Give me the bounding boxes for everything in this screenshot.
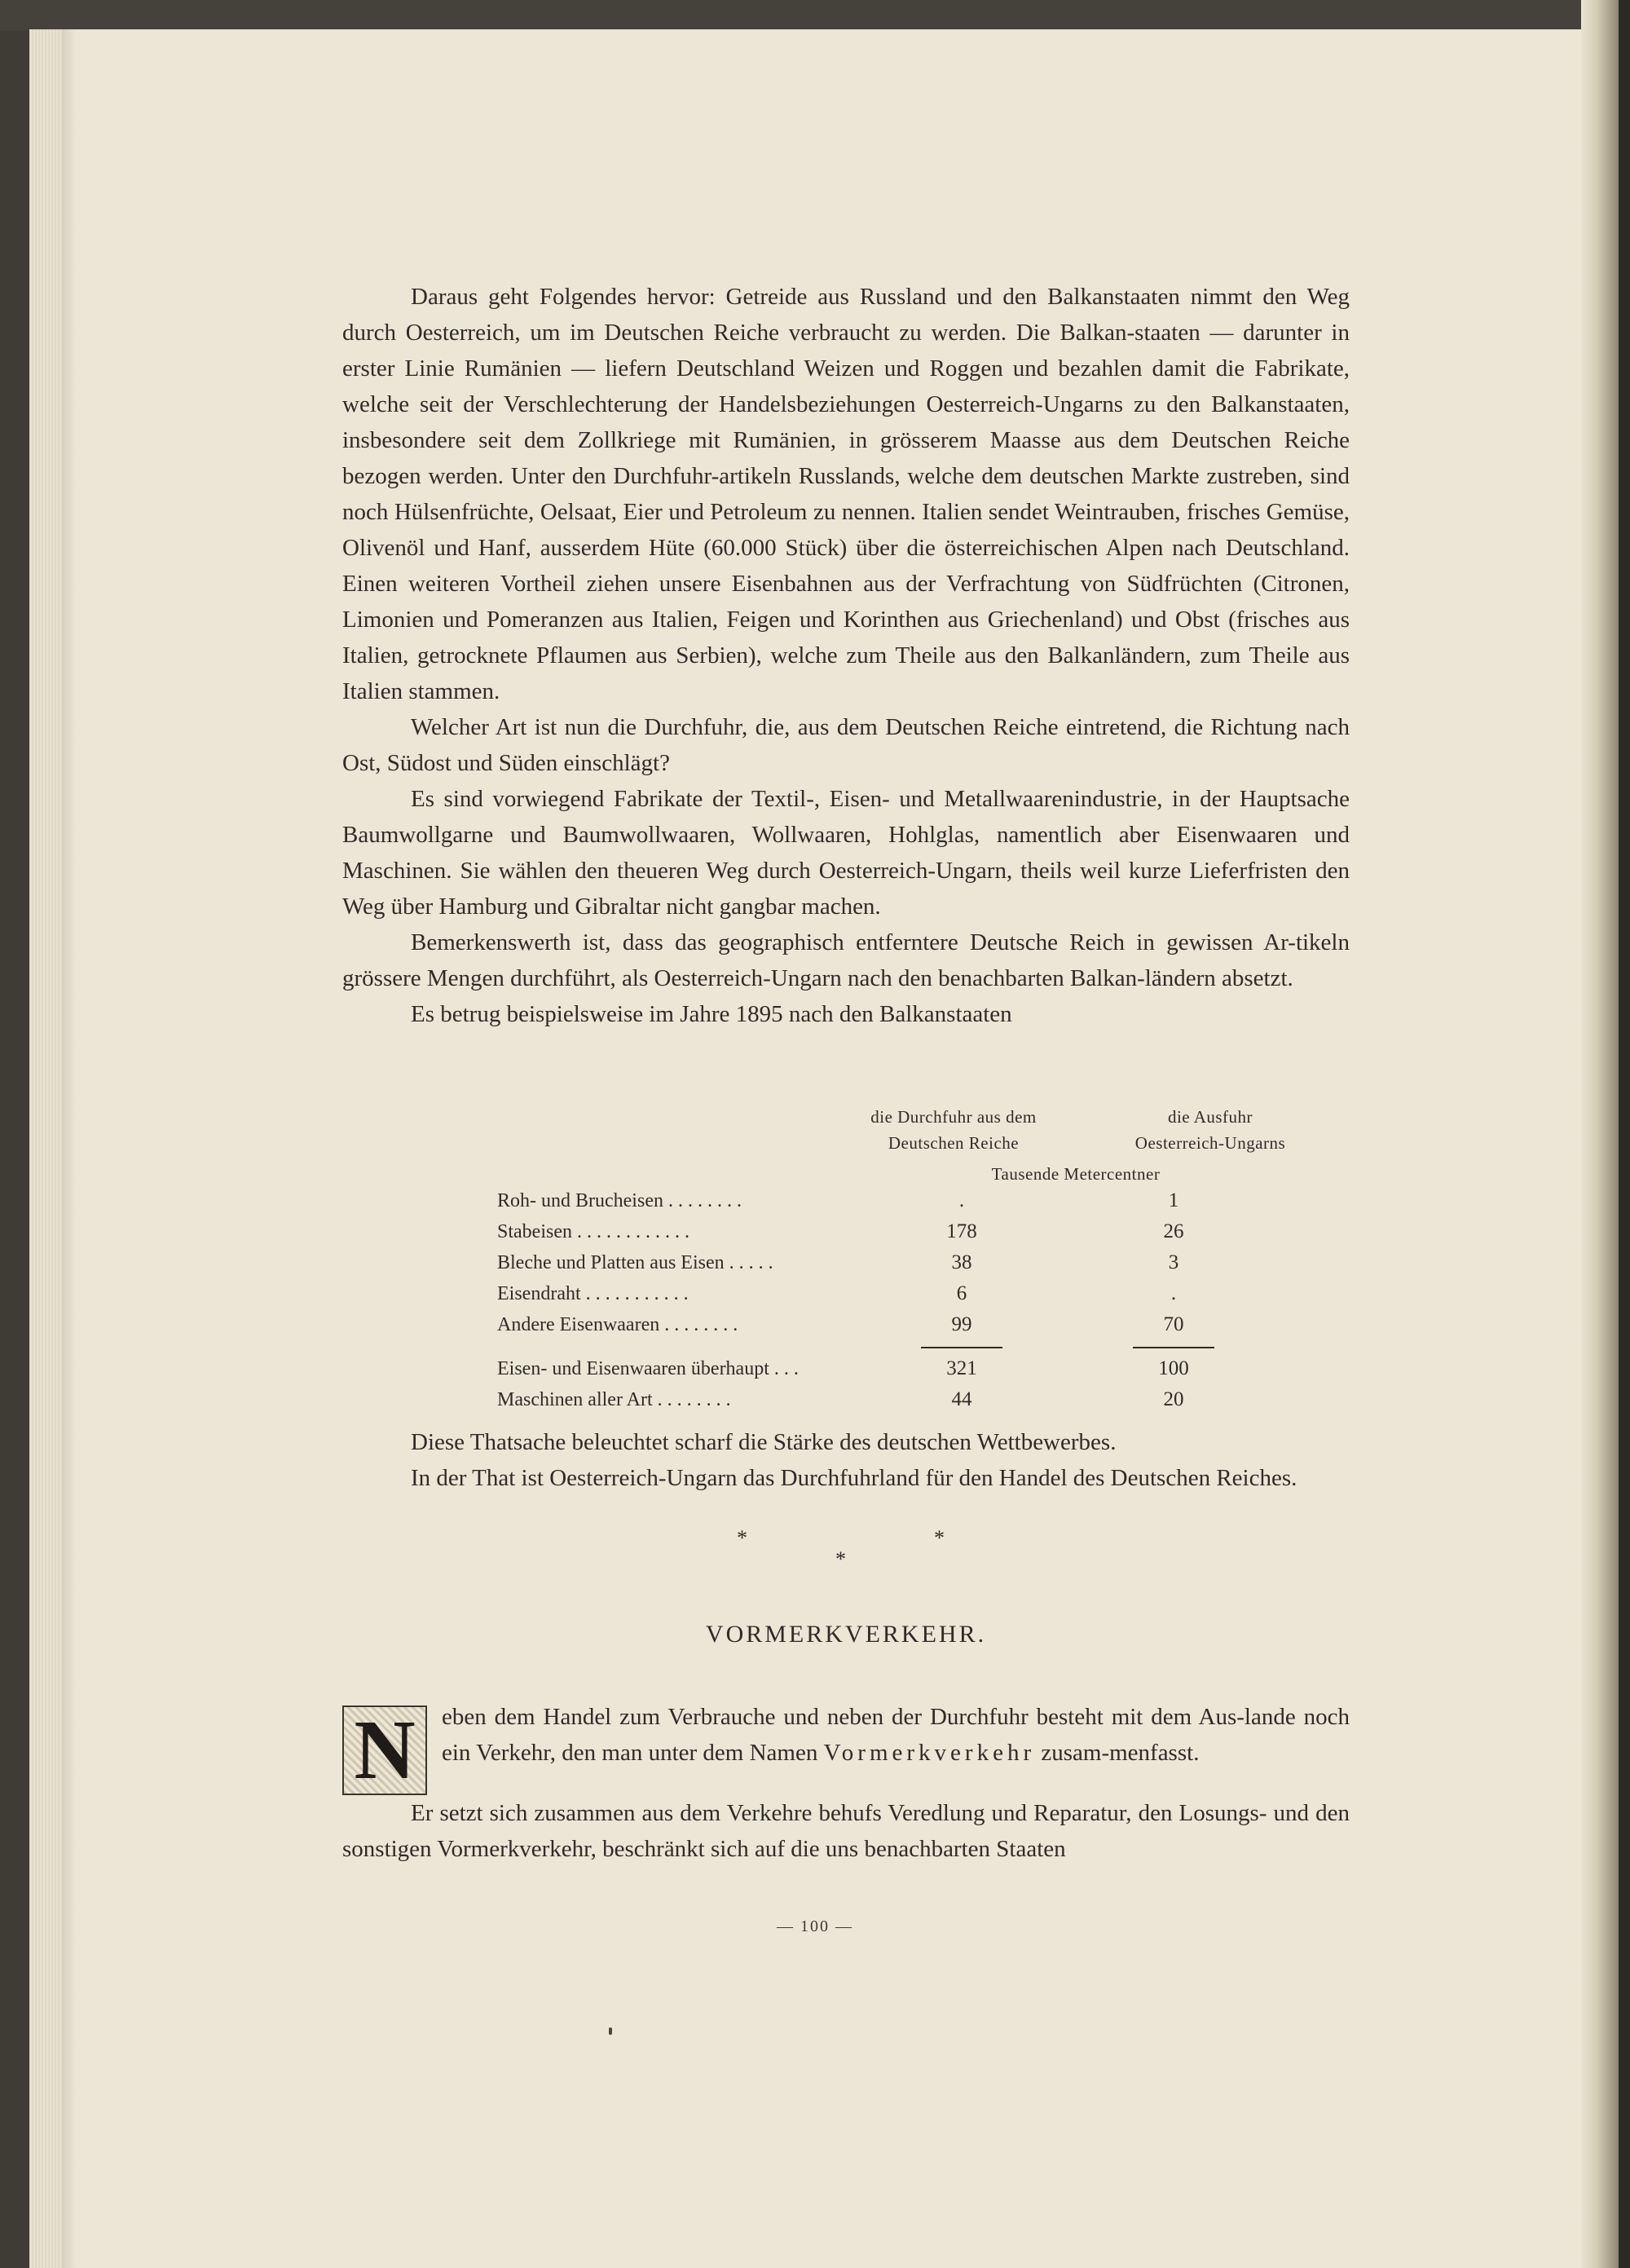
star-ornament: * — [934, 1526, 945, 1550]
paragraph: Es sind vorwiegend Fabrikate der Textil-, Eisen- und Metallwaarenindustrie, in der Hauptsache Baumwollgarne und Baumwollwaaren, Wollwaaren, Hohlglas, namentlich aber Eisenwaaren und Maschinen. Sie wählen den theueren Weg durch Oesterreich-Ungarn, theils weil kurze Lieferfristen den Weg über Hamburg und Gibraltar nicht gangbar machen. — [342, 786, 1350, 920]
paragraph: Bemerkenswerth ist, dass das geographisch entferntere Deutsche Reich in gewissen Ar-tikeln grössere Mengen durchführt, als Oesterreich-Ungarn nach den benachbarten Balkan-ländern absetzt. — [342, 929, 1350, 991]
star-ornament: * — [835, 1547, 846, 1571]
page-number: — 100 — — [777, 1917, 853, 1935]
value-durchfuhr: 38 — [951, 1251, 972, 1273]
sum-rule — [921, 1347, 1002, 1348]
drop-cap: N — [342, 1705, 427, 1795]
row-label: Stabeisen . . . . . . . . . . . . — [497, 1221, 689, 1242]
table-row — [497, 1185, 1312, 1216]
paragraph: Daraus geht Folgendes hervor: Getreide aus Russland und den Balkanstaaten nimmt den Weg durch Oesterreich, um im Deutschen Reiche verbraucht zu werden. Die Balkan-staaten — darunter in erster Linie Rumänien — liefern Deutschland Weizen und Roggen und bezahlen damit die Fabrikate, welche seit der Verschlechterung der Handelsbeziehungen Oesterreich-Ungarns zu den Balkanstaaten, insbesondere seit dem Zollkriege mit Rumänien, in grösserem Maasse aus dem Deutschen Reiche bezogen werden. Unter den Durchfuhr-artikeln Russlands, welche dem deutschen Markte zustreben, sind noch Hülsenfrüchte, Oelsaat, Eier und Petroleum zu nennen. Italien sendet Weintrauben, frisches Gemüse, Olivenöl und Hanf, ausserdem Hüte (60.000 Stück) über die österreichischen Alpen nach Deutschland. Einen weiteren Vortheil ziehen unsere Eisenbahnen aus der Verfrachtung von Südfrüchten (Citronen, Limonien und Pomeranzen aus Italien, Feigen und Korinthen aus Griechenland) und Obst (frisches aus Italien, getrocknete Pflaumen aus Serbien), welche zum Theile aus den Balkanländern, zum Theile aus Italien stammen. — [342, 284, 1350, 704]
paper-speck — [609, 2028, 612, 2035]
row-label: Eisen- und Eisenwaaren überhaupt . . . — [497, 1358, 799, 1379]
row-label: Roh- und Brucheisen . . . . . . . . — [497, 1190, 742, 1211]
value-ausfuhr: 1 — [1168, 1189, 1179, 1211]
paragraph: Welcher Art ist nun die Durchfuhr, die, aus dem Deutschen Reiche eintretend, die Richtung nach Ost, Südost und Süden einschlägt? — [342, 714, 1350, 776]
value-ausfuhr: 70 — [1163, 1313, 1184, 1335]
sum-rule — [1133, 1347, 1214, 1348]
value-durchfuhr: 178 — [946, 1220, 977, 1242]
scanner-background — [0, 0, 1630, 31]
row-label: Eisendraht . . . . . . . . . . . — [497, 1283, 689, 1304]
paragraph: N eben dem Handel zum Verbrauche und neben der Durchfuhr besteht mit dem Aus-lande noch ein Verkehr, den man unter dem Namen Vormerkverkehr zusam-menfasst. — [342, 1699, 1350, 1771]
row-label: Bleche und Platten aus Eisen . . . . . — [497, 1252, 773, 1273]
paragraph: Es betrug beispielsweise im Jahre 1895 nach den Balkanstaaten — [411, 1001, 1012, 1027]
value-ausfuhr: 26 — [1163, 1220, 1184, 1242]
value-ausfuhr: 3 — [1168, 1251, 1179, 1273]
table-row — [497, 1384, 1312, 1415]
value-ausfuhr: . — [1170, 1282, 1177, 1304]
value-durchfuhr: 44 — [951, 1388, 972, 1410]
paragraph: In der That ist Oesterreich-Ungarn das Durchfuhrland für den Handel des Deutschen Reiches. — [411, 1465, 1297, 1491]
column-header-ausfuhr: die Ausfuhr Oesterreich-Ungarns — [1134, 1107, 1286, 1153]
table-row — [497, 1216, 1312, 1247]
table-row — [497, 1278, 1312, 1309]
value-durchfuhr: 6 — [956, 1282, 967, 1304]
table-header — [831, 1104, 1320, 1194]
value-ausfuhr: 20 — [1163, 1388, 1184, 1410]
value-durchfuhr: 99 — [951, 1313, 972, 1335]
section-heading: VORMERKVERKEHR. — [705, 1621, 987, 1648]
section-text — [342, 1699, 1350, 1867]
body-text — [342, 279, 1350, 1032]
table-row — [497, 1353, 1312, 1384]
paragraph: Er setzt sich zusammen aus dem Verkehre behufs Veredlung und Reparatur, den Losungs- und den sonstigen Vormerkverkehr, beschränkt sich auf die uns benachbarten Staaten — [342, 1800, 1350, 1862]
value-ausfuhr: 100 — [1158, 1357, 1189, 1379]
spaced-term: Vormerkverkehr — [823, 1740, 1036, 1766]
table-row — [497, 1247, 1312, 1278]
column-header-durchfuhr: die Durchfuhr aus dem Deutschen Reiche — [870, 1107, 1037, 1153]
star-ornament: * — [737, 1526, 747, 1550]
units-label: Tausende Metercentner — [991, 1164, 1161, 1184]
row-label: Maschinen aller Art . . . . . . . . — [497, 1389, 731, 1410]
table-row — [497, 1309, 1312, 1340]
value-durchfuhr: 321 — [946, 1357, 977, 1379]
asterism — [0, 1526, 1630, 1591]
value-durchfuhr: . — [958, 1189, 965, 1211]
row-label: Andere Eisenwaaren . . . . . . . . — [497, 1314, 738, 1335]
closing-text — [342, 1424, 1350, 1496]
paragraph: Diese Thatsache beleuchtet scharf die Stärke des deutschen Wettbewerbes. — [411, 1429, 1117, 1455]
